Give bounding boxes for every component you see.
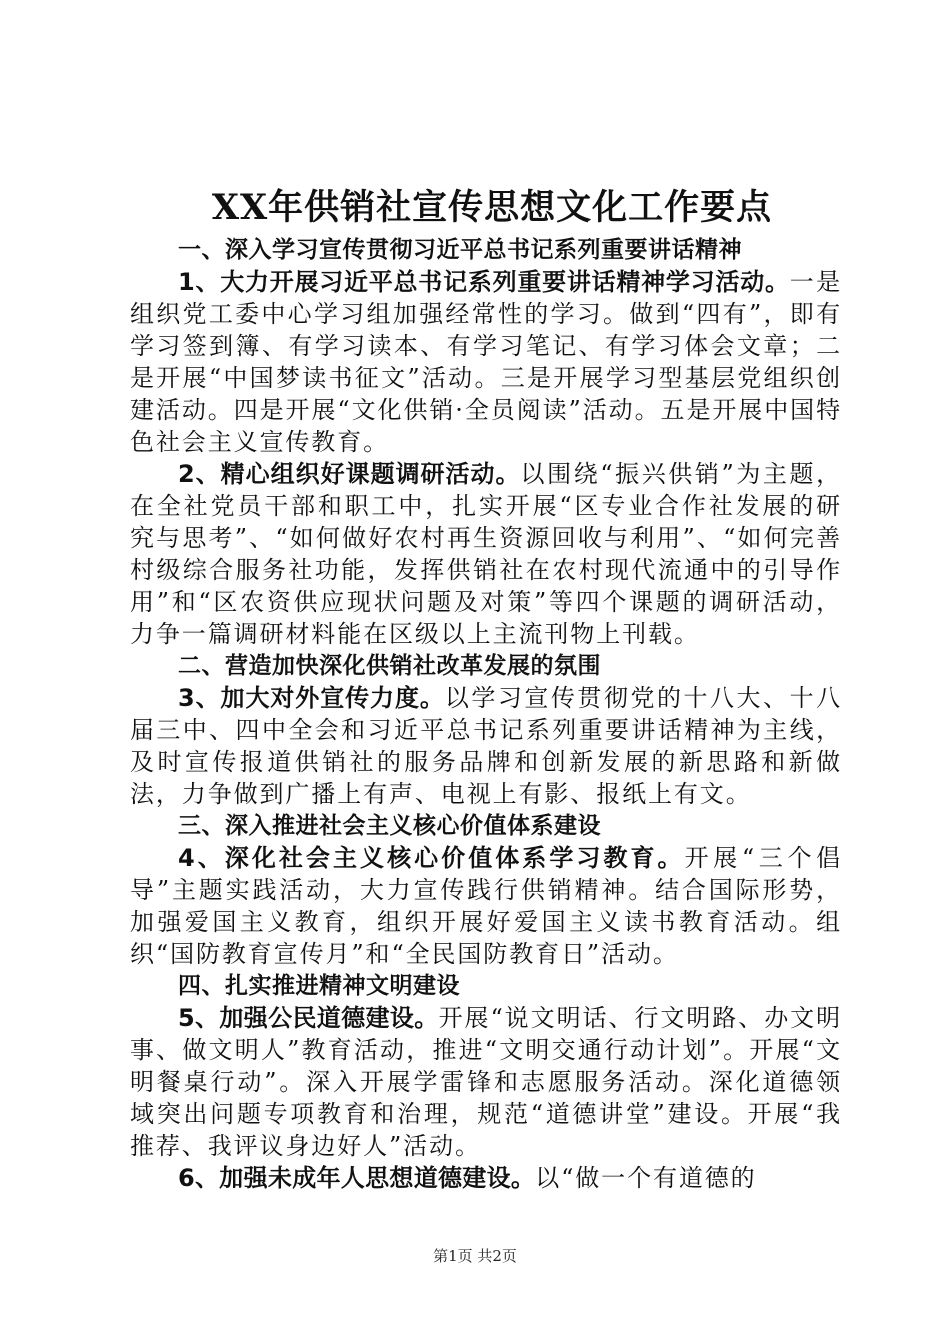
paragraph-1-lead: 1、大力开展习近平总书记系列重要讲话精神学习活动。 [178,268,790,296]
paragraph-1-body: 一是组织党工委中心学习组加强经常性的学习。做到“四有”，即有学习签到簿、有学习读本、有学习笔记、有学习体会文章；二是开展“中国梦读书征文”活动。三是开展学习型基层党组织创建活动。四是开展“文化供销·全员阅读”活动。五是开展中国特色社会主义宣传教育。 [130,268,842,456]
section-heading-3: 三、深入推进社会主义核心价值体系建设 [178,813,601,839]
paragraph-6-lead: 6、加强未成年人思想道德建设。 [178,1164,536,1192]
paragraph-1 [130,266,842,458]
paragraph-5-body: 开展“说文明话、行文明路、办文明事、做文明人”教育活动，推进“文明交通行动计划”。开展“文明餐桌行动”。深入开展学雷锋和志愿服务活动。深化道德领域突出问题专项教育和治理，规范“道德讲堂”建设。开展“我推荐、我评议身边好人”活动。 [130,1004,842,1160]
paragraph-3 [130,682,842,810]
paragraph-3-body: 以学习宣传贯彻党的十八大、十八届三中、四中全会和习近平总书记系列重要讲话精神为主线，及时宣传报道供销社的服务品牌和创新发展的新思路和新做法，力争做到广播上有声、电视上有影、报纸上有文。 [130,684,843,808]
paragraph-6 [130,1162,842,1194]
paragraph-3-lead: 3、加大对外宣传力度。 [178,684,445,712]
paragraph-5-lead: 5、加强公民道德建设。 [178,1004,439,1032]
paragraph-4-body: 开展“三个倡导”主题实践活动，大力宣传践行供销精神。结合国际形势，加强爱国主义教育，组织开展好爱国主义读书教育活动。组织“国防教育宣传月”和“全民国防教育日”活动。 [130,844,842,968]
section-heading-2: 二、营造加快深化供销社改革发展的氛围 [178,653,601,679]
section-heading-1: 一、深入学习宣传贯彻习近平总书记系列重要讲话精神 [178,237,742,263]
paragraph-2-body: 以围绕“振兴供销”为主题，在全社党员干部和职工中，扎实开展“区专业合作社发展的研究与思考”、“如何做好农村再生资源回收与利用”、“如何完善村级综合服务社功能，发挥供销社在农村现代流通中的引导作用”和“区农资供应现状问题及对策”等四个课题的调研活动，力争一篇调研材料能在区级以上主流刊物上刊载。 [130,460,842,648]
paragraph-4-lead: 4、深化社会主义核心价值体系学习教育。 [178,844,685,872]
document-title: XX年供销社宣传思想文化工作要点 [211,187,773,228]
paragraph-2-lead: 2、精心组织好课题调研活动。 [178,460,521,488]
section-heading-4: 四、扎实推进精神文明建设 [178,973,460,999]
paragraph-5 [130,1002,842,1162]
paragraph-4 [130,842,842,970]
page-footer: 第1页 共2页 [433,1247,517,1265]
document-page [130,182,842,1194]
paragraph-2 [130,458,842,650]
paragraph-6-body: 以“做一个有道德的 [535,1164,757,1192]
